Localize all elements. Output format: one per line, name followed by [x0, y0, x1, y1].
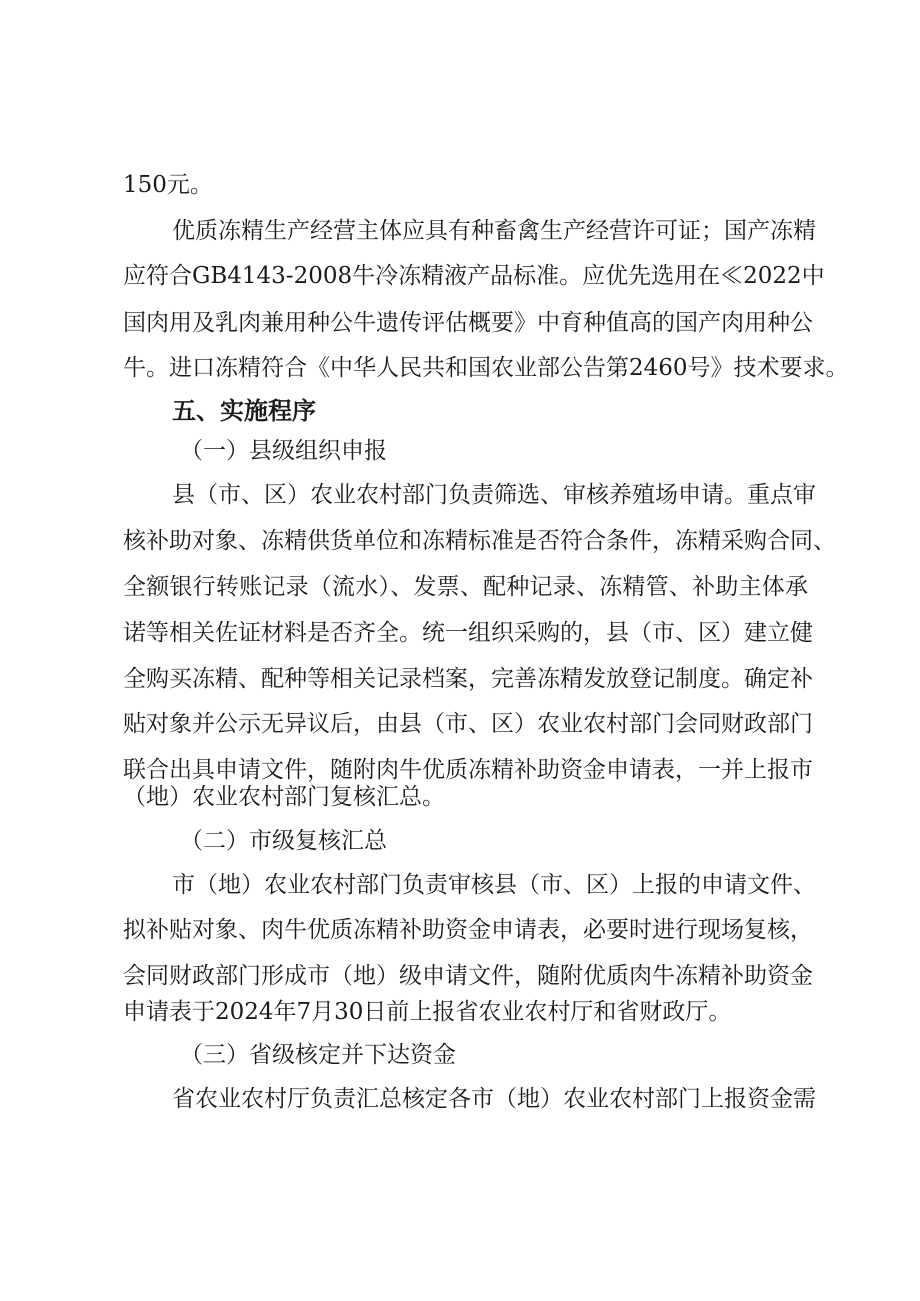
paragraph-line: （地）农业农村部门复核汇总。 [123, 784, 445, 810]
paragraph-line: 市（地）农业农村部门负责审核县（市、区）上报的申请文件、 [172, 872, 816, 898]
paragraph-line: 贴对象并公示无异议后，由县（市、区）农业农村部门会同财政部门 [123, 711, 813, 737]
paragraph-line: 核补助对象、冻精供货单位和冻精标准是否符合条件，冻精采购合同、 [123, 528, 836, 554]
paragraph-line: 优质冻精生产经营主体应具有种畜禽生产经营许可证；国产冻精 [172, 218, 816, 244]
paragraph-line: 全购买冻精、配种等相关记录档案，完善冻精发放登记制度。确定补 [123, 666, 813, 692]
paragraph-line: 拟补贴对象、肉牛优质冻精补助资金申请表，必要时进行现场复核， [123, 917, 813, 943]
paragraph-line: 申请表于2024年7月30日前上报省农业农村厅和省财政厅。 [123, 999, 732, 1025]
subsection-heading: （二）市级复核汇总 [180, 828, 387, 854]
paragraph-line: 应符合GB4143-2008牛冷冻精液产品标准。应优先选用在≪2022中 [123, 263, 825, 289]
paragraph-line: 牛。进口冻精符合《中华人民共和国农业部公告第2460号》技术要求。 [123, 355, 849, 381]
section-heading: 五、实施程序 [172, 397, 316, 425]
paragraph-line: 省农业农村厅负责汇总核定各市（地）农业农村部门上报资金需 [172, 1086, 816, 1112]
paragraph-line: 全额银行转账记录（流水）、发票、配种记录、冻精管、补助主体承 [123, 574, 808, 600]
subsection-heading: （一）县级组织申报 [180, 438, 387, 464]
paragraph-line: 诺等相关佐证材料是否齐全。统一组织采购的，县（市、区）建立健 [123, 620, 813, 646]
subsection-heading: （三）省级核定并下达资金 [180, 1042, 456, 1068]
paragraph-line: 县（市、区）农业农村部门负责筛选、审核养殖场申请。重点审 [172, 482, 816, 508]
paragraph-line: 150元。 [123, 172, 213, 198]
paragraph-line: 联合出具申请文件，随附肉牛优质冻精补助资金申请表，一并上报市 [123, 757, 813, 783]
paragraph-line: 会同财政部门形成市（地）级申请文件，随附优质肉牛冻精补助资金 [123, 963, 813, 989]
paragraph-line: 国肉用及乳肉兼用种公牛遗传评估概要》中育种值高的国产肉用种公 [123, 310, 813, 336]
